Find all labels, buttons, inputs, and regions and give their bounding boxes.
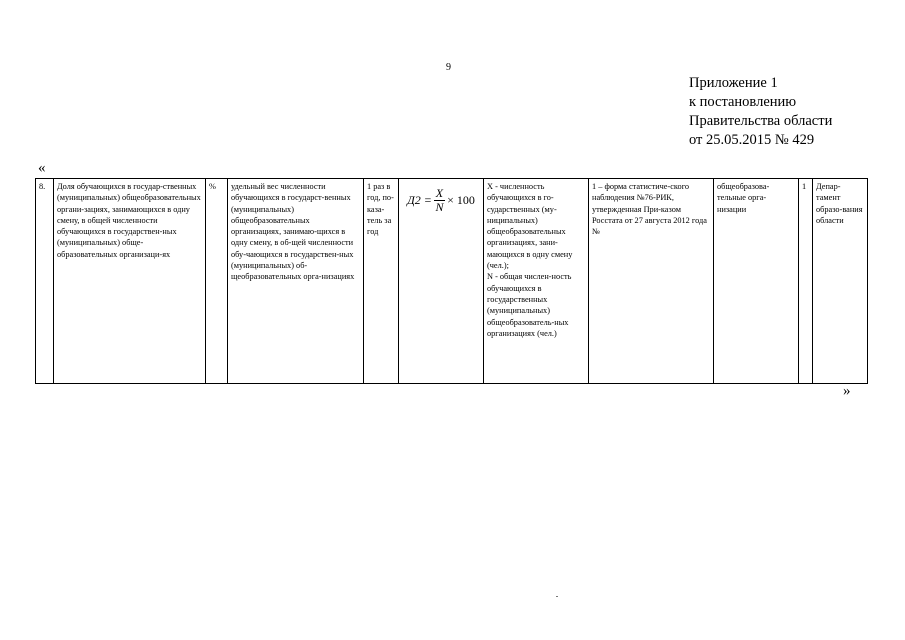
formula-fraction xyxy=(434,187,445,214)
formula-denominator: N xyxy=(435,200,444,214)
appendix-line-4: от 25.05.2015 № 429 xyxy=(689,132,815,148)
cell-formula xyxy=(399,179,484,384)
cell-indicator-name: Доля обучающихся в государ-ственных (муниципальных) общеобразовательных органи-зациях, занимающихся в одну смену, в общей численности обучающихся в государствен-ных (муниципальных) обще-образовательных организаци-ях xyxy=(54,179,206,384)
formula xyxy=(402,187,480,214)
formula-lhs: Д2 = xyxy=(407,192,432,207)
closing-quote: » xyxy=(843,383,851,399)
cell-source: 1 – форма статистиче-ского наблюдения №76-РИК, утвержденная При-казом Росстата от 27 августа 2012 года № xyxy=(589,179,714,384)
cell-definition: удельный вес численности обучающихся в государст-венных (муниципальных) общеобразовательных организациях, занимаю-щихся в одну смену, в об-щей численности обу-чающихся в государствен-ных (муниципальных) об-щеобразовательных орга-низациях xyxy=(228,179,364,384)
formula-numerator: X xyxy=(435,186,444,200)
opening-quote: « xyxy=(38,160,46,176)
appendix-header xyxy=(689,74,832,150)
cell-variables: X - численность обучающихся в го-сударственных (му-ниципальных) общеобразовательных организациях, зани-мающихся в одну смену (чел.); N - общая числен-ность обучающихся в государственных (муниципальных) общеобразователь-ных организациях (чел.) xyxy=(484,179,589,384)
scan-speck xyxy=(556,596,558,597)
cell-periodicity: 1 раз в год, по-каза-тель за год xyxy=(364,179,399,384)
indicator-table xyxy=(35,178,868,384)
appendix-line-1: Приложение 1 xyxy=(689,75,778,91)
table-row xyxy=(36,179,868,384)
cell-code: 1 xyxy=(799,179,813,384)
cell-respondent: общеобразова-тельные орга-низации xyxy=(714,179,799,384)
page-number: 9 xyxy=(446,62,451,73)
appendix-line-3: Правительства области xyxy=(689,113,833,129)
cell-responsible: Депар-тамент образо-вания области xyxy=(813,179,868,384)
formula-tail: × 100 xyxy=(447,192,475,207)
cell-unit: % xyxy=(206,179,228,384)
cell-number: 8. xyxy=(36,179,54,384)
appendix-line-2: к постановлению xyxy=(689,94,797,110)
